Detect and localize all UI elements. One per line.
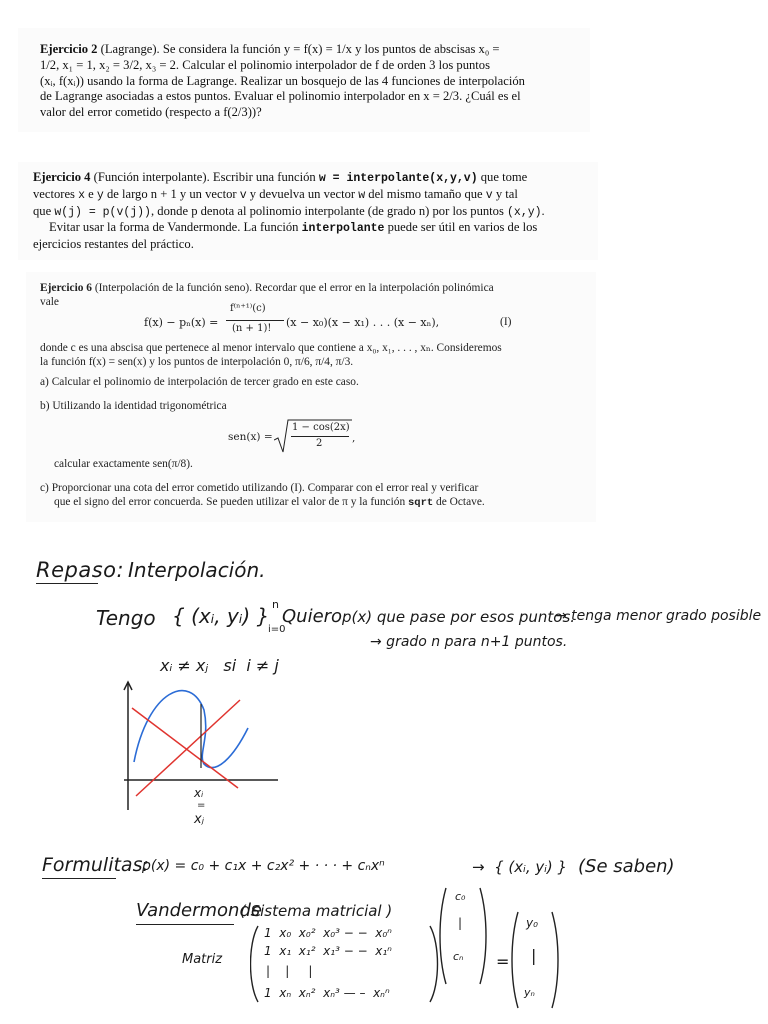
matrix-row-1: 1 x₁ x₁² x₁³ − − x₁ⁿ [264, 944, 392, 958]
exercise-2-line5: valor del error cometido (respecto a f(2/3))? [40, 105, 262, 120]
exercise-6-body [40, 342, 580, 369]
item-b-continuation: calcular exactamente sen(π/8). [54, 458, 193, 470]
exercise-2-text1: Se considera la función y = f(x) = 1/x y los puntos de abscisas x₀ = [159, 42, 500, 56]
exercise-6-line1 [40, 282, 580, 296]
exercise-2-subtitle: (Lagrange). [100, 42, 160, 56]
vector-y-n: yₙ [524, 986, 535, 999]
code-sqrt: sqrt [407, 497, 434, 509]
exercise-2-title: Ejercicio 2 [40, 42, 98, 56]
trig-identity [228, 418, 368, 454]
matrix-row-3: 1 xₙ xₙ² xₙ³ — – xₙⁿ [264, 986, 390, 1000]
vector-y-0: y₀ [526, 916, 538, 930]
exercise-2-line1 [40, 42, 560, 58]
error-formula-right: (x − x₀)(x − x₁) . . . (x − xₙ), [286, 316, 440, 329]
item-c-line2 [54, 496, 485, 511]
exercise-4-line4 [33, 220, 595, 237]
heading-formulitas: Formulitas: [42, 854, 149, 876]
exercise-4-text: que tome [477, 170, 528, 184]
matrix-row-2: | | | [266, 964, 313, 978]
exercise-4-text: que [33, 203, 55, 218]
trig-identity-comma: , [352, 432, 356, 444]
underline-formulitas [42, 878, 116, 879]
exercise-2-line3: (xᵢ, f(xᵢ)) usando la forma de Lagrange. Realizar un bosquejo de las 4 funciones de interpolación [40, 73, 525, 88]
vector-c-bar: | [458, 916, 463, 930]
exercise-4-text: y devuelva un vector [246, 186, 359, 201]
note-tengo: Tengo [96, 606, 156, 630]
exercise-4-text: . [541, 203, 545, 218]
vector-c-n: cₙ [453, 950, 464, 963]
exercise-4-line3 [33, 204, 595, 221]
equation-label: (I) [500, 316, 512, 328]
heading-vandermonde: Vandermonde [136, 900, 262, 921]
item-b: b) Utilizando la identidad trigonométrica [40, 400, 227, 412]
exercise-4-text: vectores [33, 186, 79, 201]
trig-identity-den: 2 [316, 438, 323, 449]
code-v: v [239, 188, 247, 202]
vector-y-bar: | [531, 946, 537, 965]
exercise-6-line2: vale [40, 295, 59, 308]
exercise-4-title: Ejercicio 4 [33, 170, 91, 184]
sketch-label-xi: xᵢ [194, 786, 204, 800]
exercise-2-line2: 1/2, x₁ = 1, x₂ = 3/2, x₃ = 2. Calcular el polinomio interpolador de f de orden 3 los puntos [40, 57, 491, 72]
matrix-row-0: 1 x₀ x₀² x₀³ − − x₀ⁿ [264, 926, 392, 940]
note-set: { (xᵢ, yᵢ) } [172, 604, 270, 628]
exercise-4-text: de largo n + 1 y un vector [103, 186, 240, 201]
item-c-text: de Octave. [433, 496, 485, 508]
exercise-4-text: Evitar usar la forma de Vandermonde. La función [49, 220, 302, 235]
note-matriz: Matriz [182, 952, 223, 967]
exercise-4-text: e [85, 186, 97, 201]
code-interpolante: interpolante [301, 222, 385, 236]
sketch-label-xj: xⱼ [194, 812, 204, 827]
exercise-4-text: , donde p denota al polinomio interpolante (de grado n) por los puntos [150, 203, 508, 218]
note-quiero: Quiero [282, 606, 343, 627]
code-v: v [485, 188, 493, 202]
exercise-4-line5: ejercicios restantes del práctico. [33, 237, 194, 252]
exercise-4-line1 [33, 170, 595, 187]
exercise-4-text: puede ser útil en varios de los [384, 220, 538, 235]
trig-identity-left: sen(x) = [228, 431, 273, 443]
note-pline: p(x) que pase por esos puntos. [342, 608, 576, 626]
underline-vandermonde [136, 924, 234, 925]
note-arrow2: → grado n para n+1 puntos. [370, 634, 568, 650]
item-c-text: que el signo del error concuerda. Se pueden utilizar el valor de π y la función [54, 496, 408, 508]
exercise-4-line2 [33, 187, 595, 204]
exercise-6-line4: la función f(x) = sen(x) y los puntos de interpolación 0, π/6, π/4, π/3. [40, 355, 354, 368]
code-y: y [96, 188, 104, 202]
exercise-4-subtitle: (Función interpolante). [93, 170, 210, 184]
exercise-2-line4: de Lagrange asociadas a estos puntos. Evaluar el polinomio interpolador en x = 2/3. ¿Cuál es el [40, 89, 521, 104]
sketch-label-eq: = [197, 800, 206, 811]
exercise-6-text: Recordar que el error en la interpolación polinómica [252, 282, 494, 294]
exercise-4-text: del mismo tamaño que [365, 186, 486, 201]
vector-c-0: c₀ [455, 890, 466, 903]
error-formula-fraction-num: f⁽ⁿ⁺¹⁾(c) [230, 303, 266, 314]
underline-repaso [36, 583, 98, 584]
item-a: a) Calcular el polinomio de interpolación de tercer grado en este caso. [40, 376, 359, 388]
exercise-4-text: y tal [492, 186, 518, 201]
item-c-line1: c) Proporcionar una cota del error cometido utilizando (I). Comparar con el error real y verificar [40, 482, 479, 494]
heading-repaso: Repaso: [36, 558, 125, 582]
heading-interpolacion: Interpolación. [128, 558, 266, 582]
code-function-signature: w = interpolante(x,y,v) [318, 172, 478, 185]
handwritten-notes [0, 540, 768, 1024]
note-distinct: xᵢ ≠ xⱼ si i ≠ j [160, 656, 279, 675]
note-arrow3: → { (xᵢ, yᵢ) } [472, 858, 568, 876]
exercise-2 [40, 42, 560, 121]
note-set-sup: n [272, 598, 279, 611]
error-formula-fraction-den: (n + 1)! [232, 323, 272, 334]
exercise-4-text: Escribir una función [209, 170, 319, 184]
note-polynomial: p(x) = c₀ + c₁x + c₂x² + · · · + cₙxⁿ [142, 858, 385, 874]
exercise-6-title: Ejercicio 6 [40, 282, 92, 294]
exercise-4 [33, 170, 595, 253]
error-formula [144, 303, 444, 339]
note-set-sub: i=0 [268, 624, 286, 635]
exercise-6-subtitle: (Interpolación de la función seno). [94, 282, 253, 294]
code-w-of-j: w(j) = p(v(j)) [54, 205, 151, 219]
error-formula-fraction-bar [226, 320, 284, 321]
note-se-saben: (Se saben) [578, 856, 675, 877]
error-formula-left: f(x) − pₙ(x) = [144, 316, 219, 329]
code-x: x [78, 188, 86, 202]
trig-identity-num: 1 − cos(2x) [292, 422, 350, 433]
exercise-6-line3: donde c es una abscisa que pertenece al menor intervalo que contiene a x₀, x₁, . . . , xₙ. Consideremos [40, 342, 502, 354]
note-arrow1: → tenga menor grado posible [555, 608, 762, 624]
note-sistema: ( Sistema matricial ) [240, 902, 393, 920]
trig-identity-bar [291, 436, 349, 437]
code-w: w [358, 188, 366, 202]
code-xy: (x,y) [507, 205, 542, 219]
equals-sign: = [496, 952, 510, 971]
